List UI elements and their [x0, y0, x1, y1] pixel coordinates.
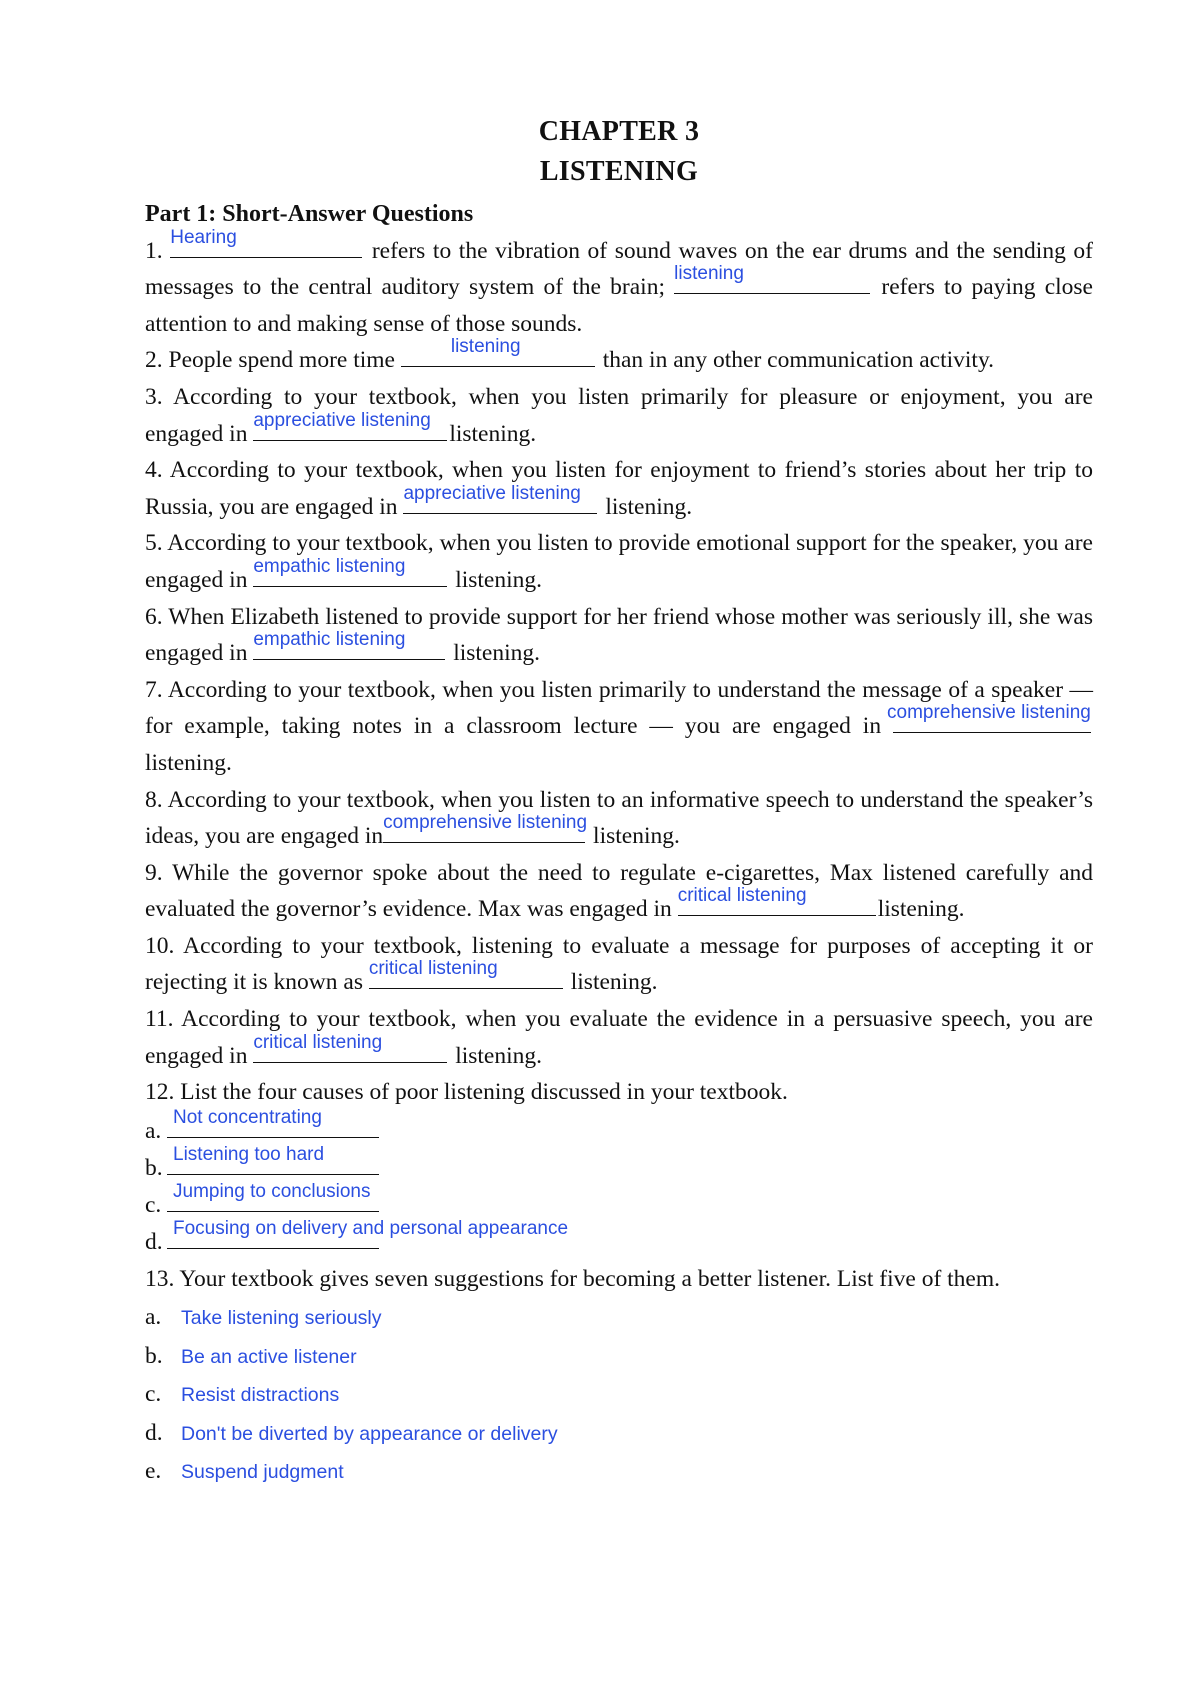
question-number: 7.	[145, 676, 163, 703]
answer-text: Jumping to conclusions	[173, 1180, 371, 1202]
answer-text: Not concentrating	[173, 1106, 322, 1128]
list-letter: b.	[145, 1154, 163, 1181]
question-text: While the governor spoke about the need to regulate e-cigarettes, Max listened carefully and evaluated the governor’s evidence. Max was engaged in	[145, 859, 1094, 923]
list-letter: d.	[145, 1419, 163, 1446]
question-number: 10.	[145, 932, 175, 959]
part-heading: Part 1: Short-Answer Questions	[145, 201, 474, 227]
question-11	[145, 1001, 1093, 1074]
answer-text: comprehensive listening	[383, 812, 588, 834]
question-text: According to your textbook, when you listen primarily to understand the message of a speaker — for example, taking notes in a classroom lecture — you are engaged in	[145, 676, 1093, 740]
better-listener-suggestions-list	[145, 1299, 1093, 1492]
list-item	[145, 1376, 1093, 1415]
answer-blank[interactable]	[403, 482, 597, 513]
answer-text: empathic listening	[253, 629, 406, 651]
question-3	[145, 379, 1093, 452]
answer-text: appreciative listening	[253, 409, 431, 431]
list-item	[145, 1338, 1093, 1377]
answer-text[interactable]: Suspend judgment	[181, 1461, 344, 1484]
question-text: People spend more time	[168, 347, 395, 374]
question-4	[145, 452, 1093, 525]
answer-blank[interactable]	[887, 702, 1091, 733]
question-8	[145, 782, 1093, 855]
answer-blank[interactable]	[167, 1217, 569, 1249]
answer-blank[interactable]	[167, 1106, 379, 1138]
question-number: 11.	[145, 1006, 174, 1033]
question-12	[145, 1074, 1093, 1111]
answer-text: critical listening	[677, 885, 807, 907]
list-item	[145, 1453, 1093, 1492]
question-number: 2.	[145, 347, 163, 374]
question-number: 13.	[145, 1265, 175, 1292]
question-number: 3.	[145, 383, 163, 410]
question-5	[145, 525, 1093, 598]
answer-text: critical listening	[368, 958, 498, 980]
answer-text[interactable]: Take listening seriously	[181, 1307, 382, 1330]
chapter-title: CHAPTER 3	[538, 116, 700, 147]
question-number: 8.	[145, 786, 163, 813]
question-number: 9.	[145, 859, 163, 886]
question-text: listening.	[605, 493, 693, 520]
answer-blank[interactable]	[167, 1180, 379, 1212]
answer-text[interactable]: Be an active listener	[181, 1345, 357, 1368]
list-item	[145, 1299, 1093, 1338]
question-10	[145, 928, 1093, 1001]
list-letter: a.	[145, 1304, 162, 1331]
poor-listening-causes-list	[145, 1106, 1093, 1261]
answer-text: Hearing	[170, 226, 237, 248]
topic-title: LISTENING	[539, 156, 699, 187]
question-2	[145, 336, 1093, 379]
question-13	[145, 1261, 1093, 1298]
answer-text: listening	[674, 263, 744, 285]
answer-text: comprehensive listening	[887, 702, 1091, 724]
answer-blank[interactable]	[253, 409, 447, 440]
answer-blank[interactable]	[383, 812, 588, 843]
question-text: refers to paying close attention to and making sense of those sounds.	[145, 274, 1093, 337]
question-text: listening.	[570, 969, 658, 996]
question-text: listening.	[449, 420, 537, 447]
question-text: According to your textbook, when you listen to provide emotional support for the speaker, you are engaged in	[145, 530, 1093, 593]
question-9	[145, 855, 1093, 928]
question-number: 1.	[145, 237, 163, 264]
question-text: listening.	[877, 896, 965, 923]
answer-blank[interactable]	[253, 1031, 447, 1062]
answer-text: critical listening	[253, 1031, 383, 1053]
question-text: listening.	[453, 640, 541, 667]
answer-blank[interactable]	[674, 263, 870, 294]
list-letter: e.	[145, 1458, 162, 1485]
question-number: 6.	[145, 603, 163, 630]
question-text: According to your textbook, when you listen for enjoyment to friend’s stories about her trip to Russia, you are engaged in	[145, 457, 1093, 520]
answer-blank[interactable]	[401, 336, 595, 367]
question-6	[145, 599, 1093, 672]
answer-blank[interactable]	[253, 629, 445, 660]
question-text: listening.	[145, 749, 232, 776]
worksheet-content	[145, 112, 1093, 1492]
answer-text: appreciative listening	[403, 482, 581, 504]
answer-text: listening	[450, 336, 521, 358]
answer-blank[interactable]	[368, 958, 563, 989]
answer-blank[interactable]	[253, 555, 447, 587]
question-text: refers to the vibration of sound waves on the ear drums and the sending of messages to the central auditory system of the brain;	[145, 237, 1094, 301]
list-letter: d.	[145, 1228, 163, 1255]
question-1	[145, 226, 1094, 343]
answer-blank[interactable]	[677, 885, 876, 916]
question-7	[145, 672, 1093, 782]
question-text: listening.	[593, 823, 680, 850]
question-text: List the four causes of poor listening discussed in your textbook.	[180, 1079, 788, 1106]
question-number: 5.	[145, 530, 163, 557]
list-item	[145, 1217, 1093, 1261]
answer-text[interactable]: Resist distractions	[181, 1384, 340, 1407]
answer-blank[interactable]	[167, 1143, 379, 1175]
question-text: According to your textbook, when you listen primarily for pleasure or enjoyment, you are engaged in	[145, 383, 1093, 447]
question-text: listening.	[455, 1042, 543, 1069]
list-letter: c.	[145, 1381, 162, 1408]
question-text: When Elizabeth listened to provide support for her friend whose mother was seriously ill, she was engaged in	[145, 603, 1093, 667]
question-text: Your textbook gives seven suggestions for becoming a better listener. List five of them.	[179, 1265, 1001, 1292]
list-letter: c.	[145, 1191, 162, 1218]
question-text: listening.	[455, 566, 543, 593]
list-letter: b.	[145, 1342, 163, 1369]
answer-text[interactable]: Don't be diverted by appearance or delivery	[181, 1422, 558, 1445]
question-text: than in any other communication activity.	[602, 347, 995, 374]
question-number: 4.	[145, 457, 163, 484]
question-text: According to your textbook, when you listen to an informative speech to understand the speaker’s ideas, you are engaged in	[145, 786, 1093, 850]
question-text: According to your textbook, listening to evaluate a message for purposes of accepting it or rejecting it is known as	[145, 932, 1093, 996]
question-text: According to your textbook, when you evaluate the evidence in a persuasive speech, you are engaged in	[145, 1006, 1093, 1069]
answer-text: empathic listening	[253, 555, 406, 577]
answer-text: Focusing on delivery and personal appearance	[173, 1217, 569, 1239]
answer-blank[interactable]	[170, 226, 362, 257]
answer-text: Listening too hard	[173, 1143, 325, 1165]
list-item	[145, 1415, 1093, 1454]
list-letter: a.	[145, 1117, 162, 1144]
question-number: 12.	[145, 1079, 175, 1106]
